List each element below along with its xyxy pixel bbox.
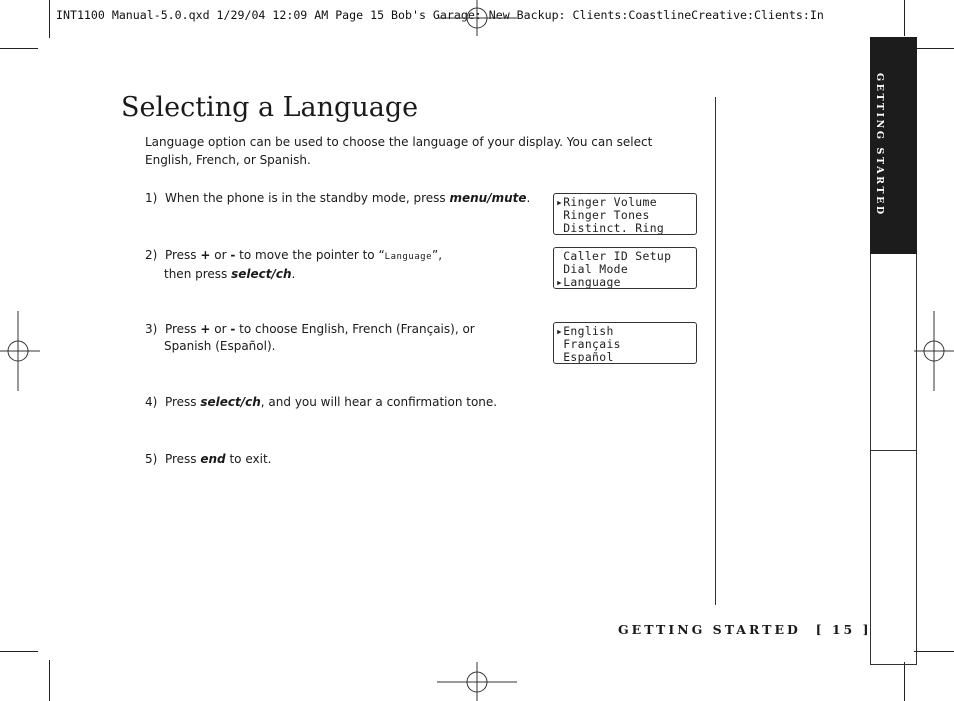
step-text: Press (164, 322, 201, 336)
step-text: or (210, 248, 231, 262)
crop-mark-bottom-left-v (49, 660, 50, 701)
key-plus: + (200, 322, 211, 336)
crop-mark-bottom-right-v (904, 662, 905, 701)
lcd-row: ▸Ringer Volume (556, 195, 657, 209)
registration-mark-bottom (437, 662, 517, 701)
key-name: select/ch (200, 395, 261, 409)
crop-mark-top-right-v (904, 0, 905, 36)
side-tab-label: GETTING STARTED (874, 73, 885, 217)
lcd-screen-language-options (553, 322, 697, 364)
step-text: then press (164, 266, 232, 281)
step-4 (145, 394, 497, 411)
lcd-screen-language-selected (553, 247, 697, 289)
lcd-row: Français (556, 336, 621, 351)
column-divider (715, 97, 716, 605)
crop-mark-top-right-h (914, 48, 954, 49)
intro-paragraph: Language option can be used to choose the language of your display. You can select English, French, or Spanish. (145, 135, 653, 167)
crop-mark-bottom-right-h (914, 651, 954, 652)
footer-section: GETTING STARTED (618, 622, 801, 637)
step-text: Press (164, 395, 201, 409)
step-3 (145, 321, 475, 354)
step-number: 5) (145, 452, 158, 466)
side-tab-divider (870, 450, 917, 451)
lcd-row: Caller ID Setup (556, 249, 672, 263)
print-slug-line: INT1100 Manual-5.0.qxd 1/29/04 12:09 AM Page 15 Bob's Garage: New Backup: Clients:CoastlineCreative:Clients:In (56, 8, 824, 22)
step-1 (145, 190, 530, 207)
step-5 (145, 451, 271, 468)
page-title: Selecting a Language (121, 92, 419, 123)
step-text: or (210, 322, 231, 336)
step-text: , and you will hear a confirmation tone. (260, 395, 498, 409)
page-footer (618, 622, 872, 637)
step-text: Press (164, 248, 201, 262)
inline-lcd-text: Language (384, 252, 433, 262)
step-text: When the phone is in the standby mode, press (164, 191, 450, 205)
key-plus: + (200, 248, 211, 262)
step-text: to exit. (225, 452, 272, 466)
step-text: Spanish (Español). (164, 338, 276, 353)
key-name: end (200, 452, 226, 466)
registration-mark-left (0, 311, 40, 391)
lcd-row: ▸Language (556, 274, 621, 289)
lcd-row: Dial Mode (556, 261, 629, 276)
registration-mark-top (437, 0, 517, 36)
lcd-screen-menu (553, 193, 697, 235)
step-text: to move the pointer to “ (235, 248, 385, 262)
step-number: 2) (145, 248, 158, 262)
step-text: to choose English, French (Français), or (235, 322, 475, 336)
lcd-row: Distinct. Ring (556, 220, 665, 235)
step-text: ”, (432, 248, 443, 262)
registration-mark-right (914, 311, 954, 391)
step-number: 4) (145, 395, 158, 409)
lcd-row: Español (556, 349, 614, 364)
step-text: Press (164, 452, 201, 466)
step-text: . (291, 266, 296, 281)
step-2 (145, 247, 442, 282)
step-number: 3) (145, 322, 158, 336)
key-name: select/ch (231, 266, 292, 281)
crop-mark-bottom-left-h (0, 651, 38, 652)
lcd-row: Ringer Tones (556, 207, 650, 222)
key-minus: - (230, 248, 236, 262)
page-number: [ 15 ] (815, 622, 872, 637)
step-text: . (526, 191, 531, 205)
key-name: menu/mute (449, 191, 527, 205)
crop-mark-top-left-v (49, 0, 50, 38)
step-number: 1) (145, 191, 158, 205)
key-minus: - (230, 322, 236, 336)
crop-mark-top-left-h (0, 48, 38, 49)
lcd-row: ▸English (556, 324, 614, 338)
